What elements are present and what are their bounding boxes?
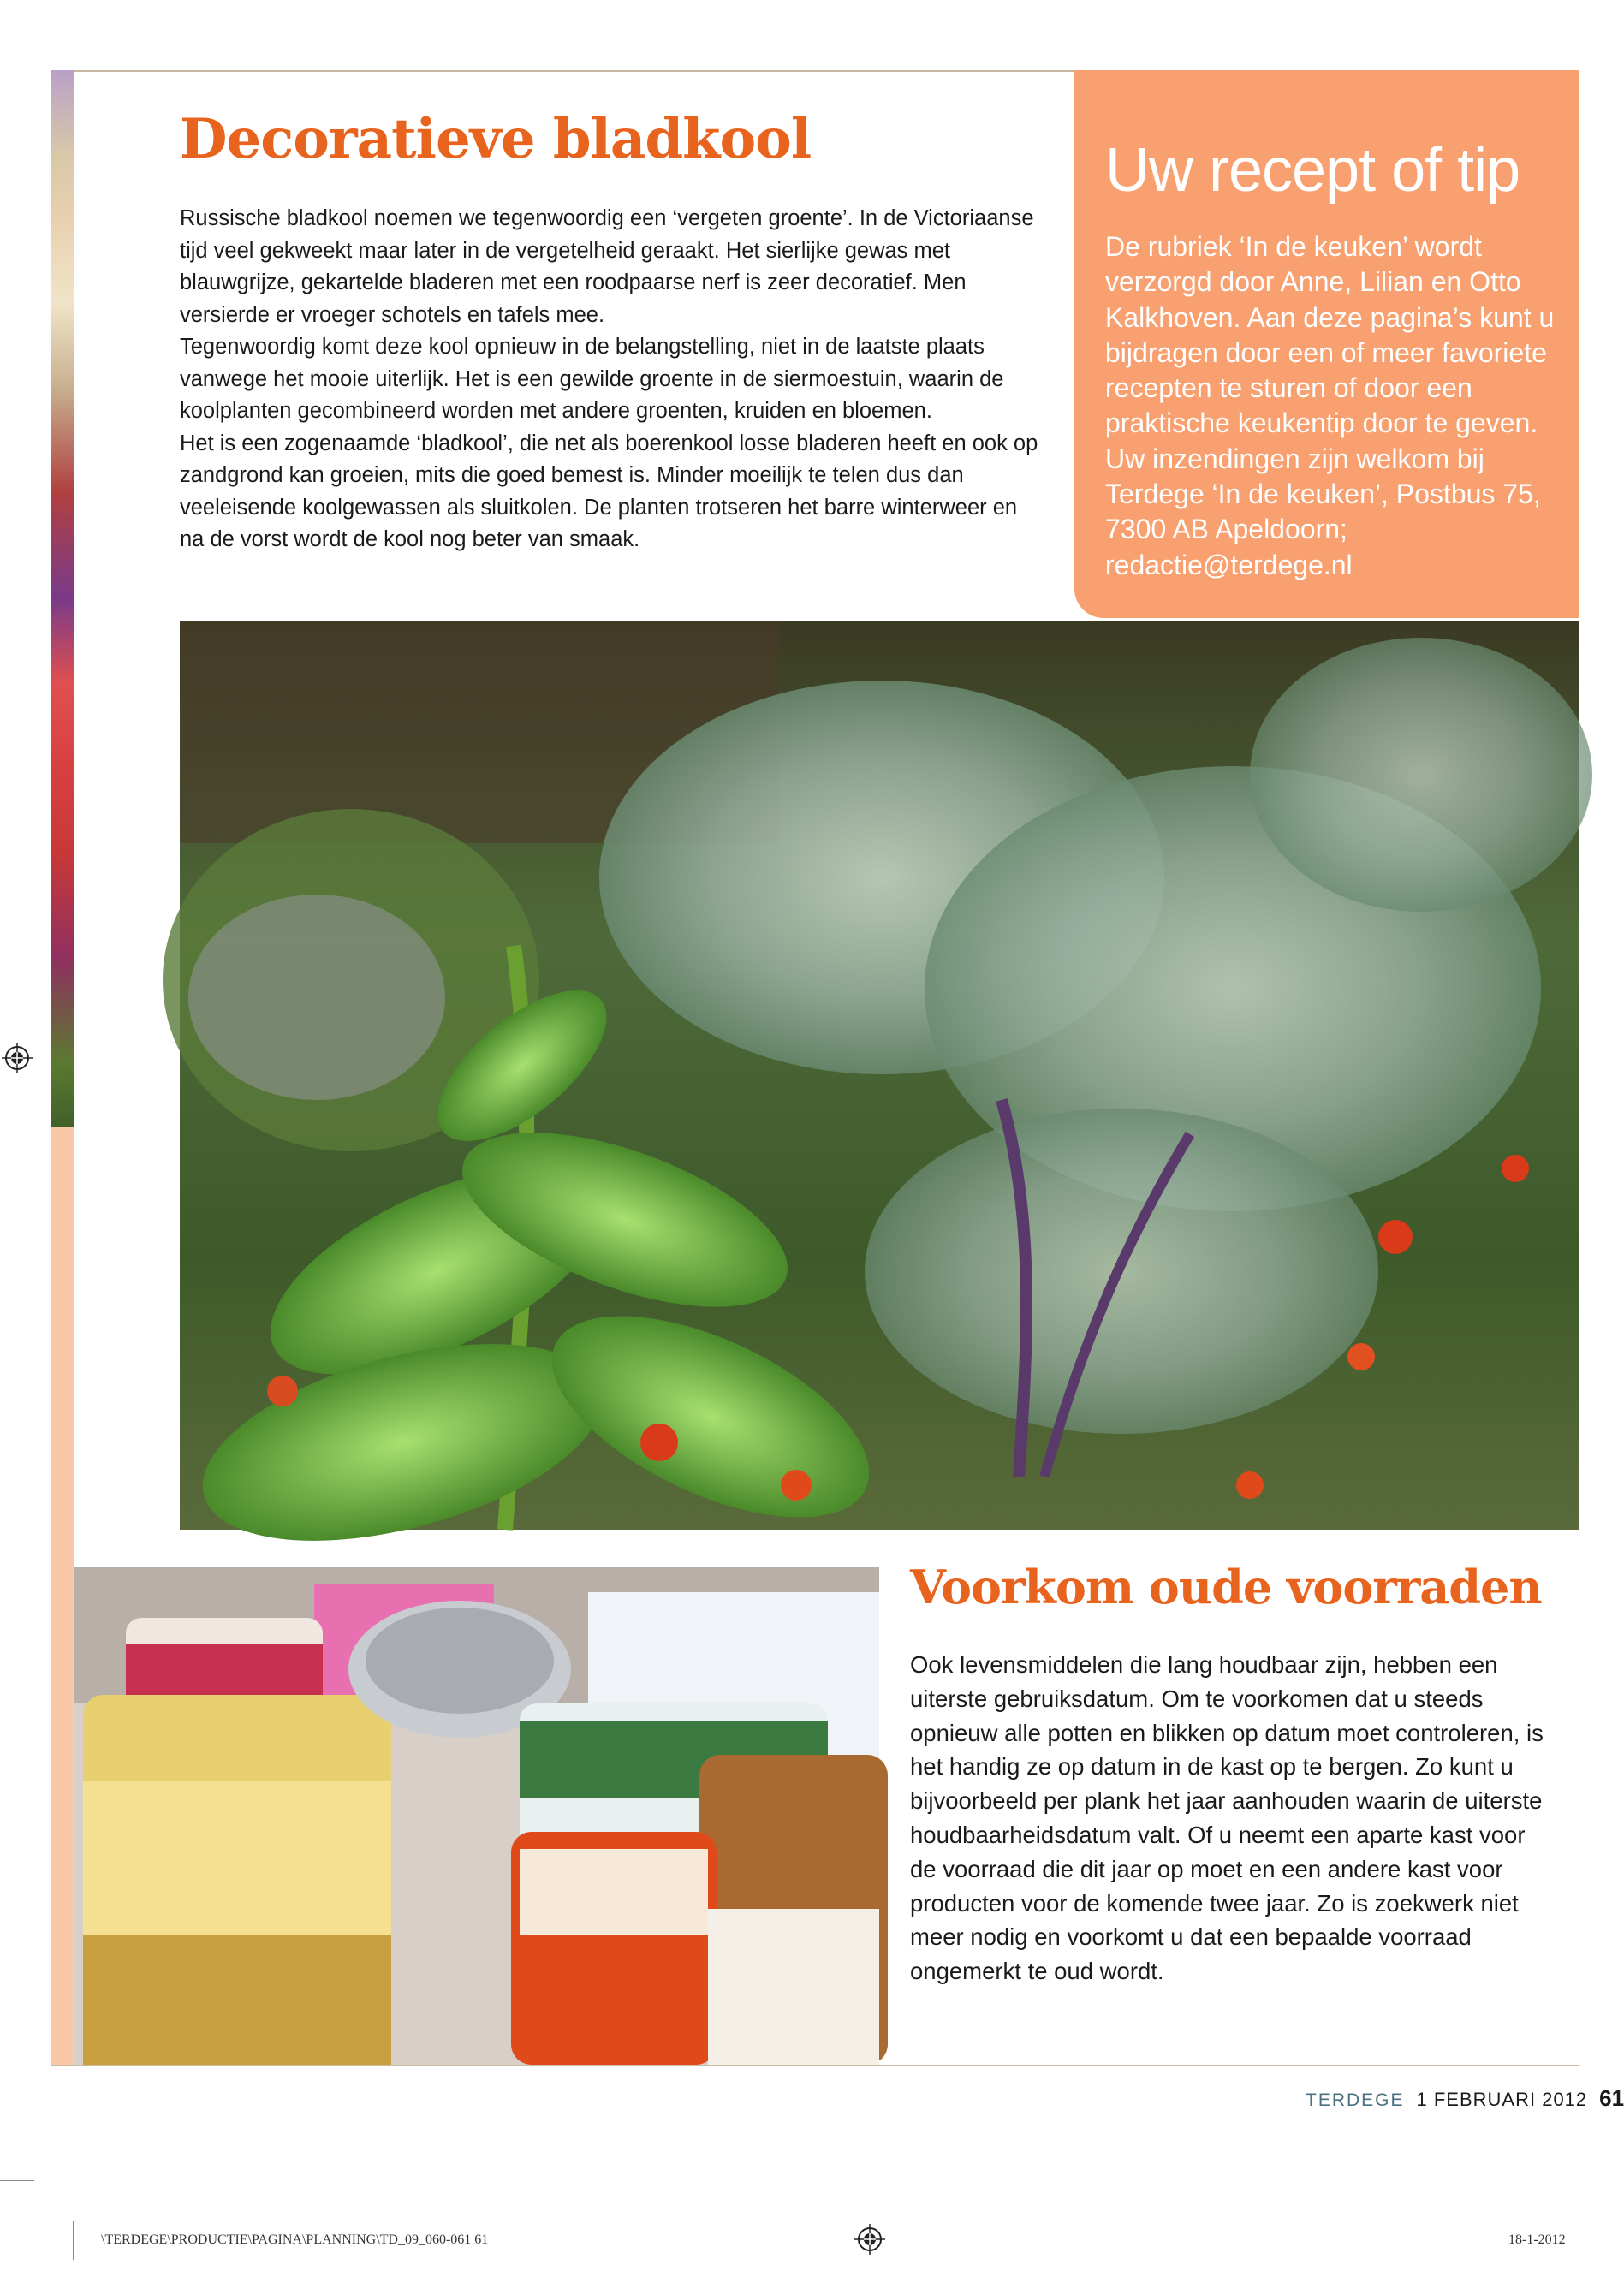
- article-title: Decoratieve bladkool: [180, 107, 812, 171]
- sidebar-body: De rubriek ‘In de keuken’ wordt verzorgd door Anne, Lilian en Otto Kalkhoven. Aan deze pagina’s kunt u bijdragen door een of meer favoriete recepten te sturen of door een praktische keukentip door te geven. Uw inzendingen zijn welkom bij Terdege ‘In de keuken’, Postbus 75, 7300 AB Apeldoorn; redactie@terdege.nl: [1105, 231, 1555, 580]
- footer-magazine-name: TERDEGE: [1306, 2090, 1405, 2110]
- kale-garden-photo: [180, 621, 1579, 1530]
- crop-mark: [0, 2180, 34, 2181]
- print-slug-path: \TERDEGE\PRODUCTIE\PAGINA\PLANNING\TD_09_060-061 61: [101, 2232, 489, 2247]
- cans-and-jars-photo: [74, 1567, 879, 2065]
- decorative-photo-strip: [51, 70, 74, 1127]
- page-frame-bottom: [51, 2065, 1579, 2066]
- sidebar-title: Uw recept of tip: [1105, 136, 1520, 205]
- article-paragraph: Het is een zogenaamde ‘bladkool’, die net als boerenkool losse bladeren heeft en ook op zandgrond kan groeien, mits die goed bemest is. Minder moeilijk te telen dus dan veeleisende koolgewassen als sluitkolen. De planten trotseren het barre winterweer en na de vorst wordt de kool nog beter van smaak.: [180, 431, 1038, 551]
- footer-page-number: 61: [1599, 2085, 1624, 2111]
- article-paragraph: Tegenwoordig komt deze kool opnieuw in de belangstelling, niet in de laatste plaats vanwege het mooie uiterlijk. Het is een gewilde groente in de siermoestuin, waarin de koolplanten gecombineerd worden met andere groenten, kruiden en bloemen.: [180, 335, 1004, 423]
- article-title: Voorkom oude voorraden: [910, 1560, 1542, 1614]
- crop-mark: [73, 2221, 74, 2260]
- article-paragraph: Russische bladkool noemen we tegenwoordig een ‘vergeten groente’. In de Victoriaanse tijd veel gekweekt maar later in de vergetelheid geraakt. Het sierlijke gewas met blauwgrijze, gekartelde bladeren met een roodpaarse nerf is zeer decoratief. Men versierde er vroeger schotels en tafels mee.: [180, 206, 1034, 327]
- recipe-tip-sidebar: [1074, 70, 1579, 618]
- article-body: [180, 203, 1044, 556]
- registration-mark-icon: [2, 1043, 33, 1073]
- print-slug-date: 18-1-2012: [1508, 2232, 1566, 2247]
- page-footer: [1306, 2085, 1624, 2112]
- registration-mark-icon: [854, 2224, 885, 2255]
- article-body: Ook levensmiddelen die lang houdbaar zijn, hebben een uiterste gebruiksdatum. Om te voorkomen dat u steeds opnieuw alle potten en blikken op datum moet controleren, is het handig ze op datum in de kast op te bergen. Zo kunt u bijvoorbeeld per plank het jaar aanhouden waarin de uiterste houdbaarheidsdatum valt. Of u neemt een aparte kast voor de voorraad die dit jaar op moet en een andere kast voor producten voor de komende twee jaar. Zo is zoekwerk niet meer nodig en voorkomt u dat een bepaalde voorraad ongemerkt te oud wordt.: [910, 1651, 1544, 1985]
- footer-date: 1 FEBRUARI 2012: [1416, 2089, 1588, 2110]
- decorative-color-strip: [51, 1127, 74, 2065]
